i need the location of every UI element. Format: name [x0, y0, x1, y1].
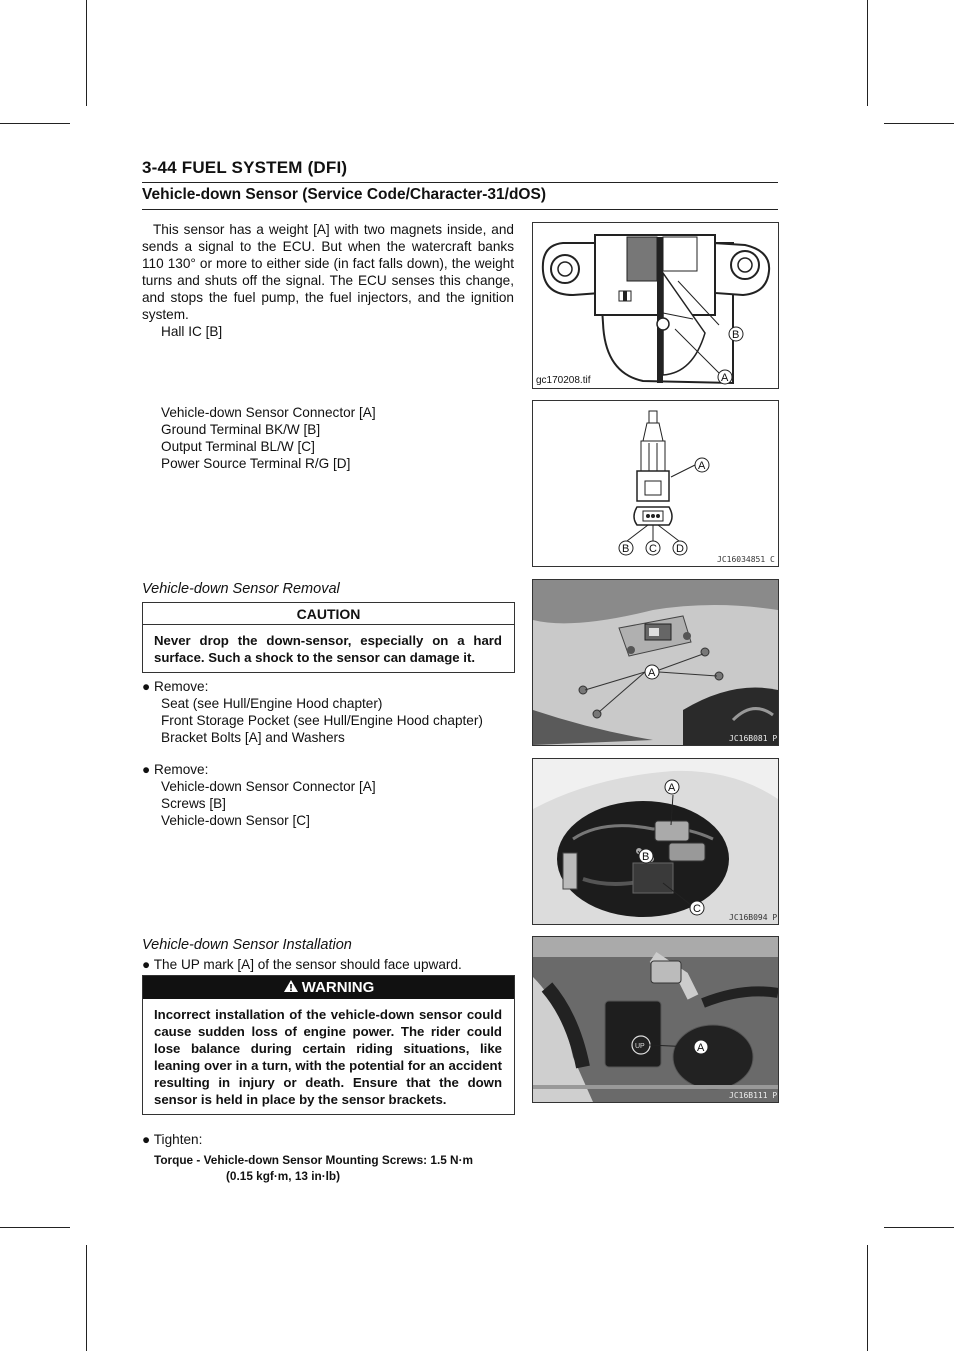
step1-label: Remove: — [154, 679, 209, 694]
crop-mark — [86, 0, 87, 106]
intro-paragraph: This sensor has a weight [A] with two magnets inside, and sends a signal to the ECU. But when the watercraft banks 110 130° or more to either side (in fact falls down), the weight turns and shuts off the signal. The ECU senses this change, and stops the fuel pump, the fuel injectors, and the ignition system. — [142, 222, 514, 322]
fig2-label-c: C — [649, 543, 657, 555]
step2-item: Vehicle-down Sensor Connector [A] — [161, 779, 376, 794]
title-rule — [142, 209, 778, 210]
figure-bracket-bolts-photo — [532, 579, 779, 746]
connector-list — [161, 404, 376, 472]
section-title: 3-44 FUEL SYSTEM (DFI) — [142, 158, 348, 177]
step1-item: Front Storage Pocket (see Hull/Engine Hood chapter) — [161, 713, 483, 728]
fig1-label-a: A — [721, 372, 729, 384]
tighten-label: Tighten: — [153, 1132, 203, 1147]
torque-line-2: (0.15 kgf·m, 13 in·lb) — [226, 1169, 341, 1183]
connector-item: Power Source Terminal R/G [D] — [161, 456, 351, 471]
warning-title: WARNING — [301, 979, 375, 996]
removal-step-1: ● Remove: Seat (see Hull/Engine Hood chapter) Front Storage Pocket (see Hull/Engine Hood chapter) Bracket Bolts [A] and Washers — [142, 679, 483, 745]
fig5-caption: JC16B111 P — [729, 1091, 778, 1100]
crop-mark — [884, 1227, 954, 1228]
fig1-caption: gc170208.tif — [536, 375, 591, 386]
caution-box — [142, 602, 515, 673]
warning-box — [142, 975, 515, 1115]
crop-mark — [867, 0, 868, 106]
connector-item: Ground Terminal BK/W [B] — [161, 422, 321, 437]
step2-label: Remove: — [154, 762, 209, 777]
figure-sensor-screws-photo — [532, 758, 779, 925]
fig4-label-a: A — [668, 782, 676, 794]
figure-up-mark-photo — [532, 936, 779, 1103]
crop-mark — [86, 1245, 87, 1351]
fig3-caption: JC16B081 P — [729, 734, 778, 743]
torque-spec — [154, 1152, 514, 1184]
page-title: Vehicle-down Sensor (Service Code/Character-31/dOS) — [142, 186, 546, 203]
hall-ic-label: Hall IC [B] — [161, 324, 223, 339]
fig4-label-b: B — [642, 851, 650, 863]
fig2-label-d: D — [676, 543, 684, 555]
step1-item: Bracket Bolts [A] and Washers — [161, 730, 345, 745]
connector-item: Output Terminal BL/W [C] — [161, 439, 315, 454]
warning-text: Incorrect installation of the vehicle-down sensor could cause sudden loss of engine power. The rider could lose balance during certain riding situations, like leaning over in a turn, with the potential for an accident resulting in injury or death. Ensure that the down sensor is held in place by the sensor brackets. — [154, 1007, 502, 1107]
step1-item: Seat (see Hull/Engine Hood chapter) — [161, 696, 383, 711]
fig1-label-b: B — [732, 329, 740, 341]
step2-item: Screws [B] — [161, 796, 226, 811]
up-mark-instruction: The UP mark [A] of the sensor should face upward. — [153, 957, 462, 972]
fig3-label-a: A — [648, 667, 656, 679]
installation-bullet-1: ● The UP mark [A] of the sensor should face upward. — [142, 957, 462, 972]
connector-item: Vehicle-down Sensor Connector [A] — [161, 405, 376, 420]
tighten-step: ● Tighten: — [142, 1132, 203, 1147]
torque-line-1: Torque - Vehicle-down Sensor Mounting Screws: 1.5 N·m — [154, 1153, 473, 1167]
figure-connector-diagram — [532, 400, 779, 567]
removal-step-2: ● Remove: Vehicle-down Sensor Connector [A] Screws [B] Vehicle-down Sensor [C] — [142, 762, 376, 828]
step2-item: Vehicle-down Sensor [C] — [161, 813, 310, 828]
caution-title: CAUTION — [143, 603, 514, 625]
fig2-caption: JC16034851 C — [717, 555, 775, 564]
fig5-label-a: A — [697, 1042, 705, 1054]
crop-mark — [0, 123, 70, 124]
crop-mark — [884, 123, 954, 124]
fig4-caption: JC16B094 P — [729, 913, 778, 922]
crop-mark — [867, 1245, 868, 1351]
removal-heading: Vehicle-down Sensor Removal — [142, 581, 340, 597]
caution-text: Never drop the down-sensor, especially on a hard surface. Such a shock to the sensor can damage it. — [154, 633, 502, 665]
fig5-up-mark: UP — [635, 1043, 645, 1050]
figure-sensor-cutaway — [532, 222, 779, 389]
warning-header — [143, 976, 514, 999]
fig4-label-c: C — [693, 903, 701, 915]
warning-triangle-icon — [283, 979, 299, 993]
fig2-label-b: B — [622, 543, 630, 555]
header-rule — [142, 182, 778, 183]
crop-mark — [0, 1227, 70, 1228]
installation-heading: Vehicle-down Sensor Installation — [142, 937, 352, 953]
fig2-label-a: A — [698, 460, 706, 472]
